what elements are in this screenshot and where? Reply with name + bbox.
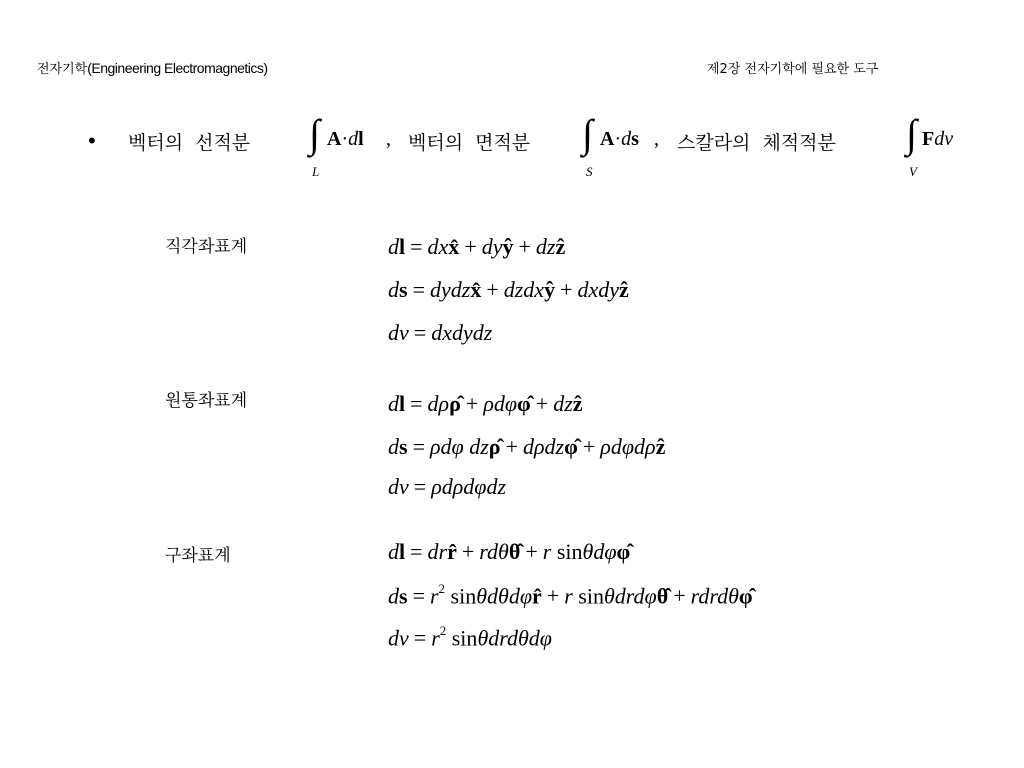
surface-integral-label: 벡터의 면적분 bbox=[408, 132, 531, 154]
cylindrical-dv-equation: dv = ρdρdφdz bbox=[388, 474, 507, 499]
cartesian-dv-equation: dv = dxdydz bbox=[388, 320, 493, 345]
spherical-dl-equation: dl = drr ̂ + rdθθ ̂ + r sinθdφφ ̂ bbox=[388, 541, 630, 563]
cartesian-label: 직각좌표계 bbox=[165, 237, 248, 257]
cartesian-ds-equation: ds = dydzx ̂ + dzdxy ̂ + dxdyz ̂ bbox=[388, 279, 629, 301]
line-integral-label: 벡터의 선적분 bbox=[128, 132, 251, 154]
course-title-ko: 전자기학 bbox=[37, 62, 88, 77]
spherical-dv-equation: dv = $r^2$ sinθdrdθdφ bbox=[388, 623, 552, 651]
volume-integral-sign: ∫ bbox=[906, 111, 917, 156]
cylindrical-label: 원통좌표계 bbox=[165, 391, 248, 411]
surface-integral-subscript: S bbox=[586, 164, 593, 179]
cartesian-dl-equation: dl = dxx ̂ + dyy ̂ + dzz ̂ bbox=[388, 236, 565, 258]
line-integral-subscript: L bbox=[312, 164, 320, 179]
volume-integral-subscript: V bbox=[909, 164, 917, 179]
spherical-label: 구좌표계 bbox=[165, 546, 231, 566]
volume-integral-label: 스칼라의 체적적분 bbox=[677, 132, 836, 154]
line-integral-sign: ∫ bbox=[309, 111, 320, 156]
line-integral-expression: A·dl bbox=[327, 128, 364, 150]
course-title-en: (Engineering Electromagnetics) bbox=[87, 60, 268, 76]
integral-definitions-line bbox=[0, 0, 1024, 200]
cylindrical-ds-equation: ds = ρdφ dzρ ̂ + dρdzφ ̂ + ρdφdρz ̂ bbox=[388, 436, 665, 458]
surface-integral-sign: ∫ bbox=[582, 111, 593, 156]
bullet: • bbox=[88, 128, 96, 153]
chapter-title: 제2장 전자기학에 필요한 도구 bbox=[707, 62, 879, 77]
volume-integral-expression: Fdv bbox=[922, 128, 954, 150]
cylindrical-dl-equation: dl = dρρ ̂ + ρdφφ ̂ + dzz ̂ bbox=[388, 393, 583, 415]
line-integral-comma: , bbox=[386, 128, 391, 150]
spherical-ds-equation: ds = $r^2$ sinθdθdφr ̂ + r sinθdrdφθ ̂ + rdrdθφ ̂ bbox=[388, 584, 753, 607]
surface-integral-comma: , bbox=[654, 128, 659, 150]
surface-integral-expression: A·ds bbox=[600, 128, 639, 150]
